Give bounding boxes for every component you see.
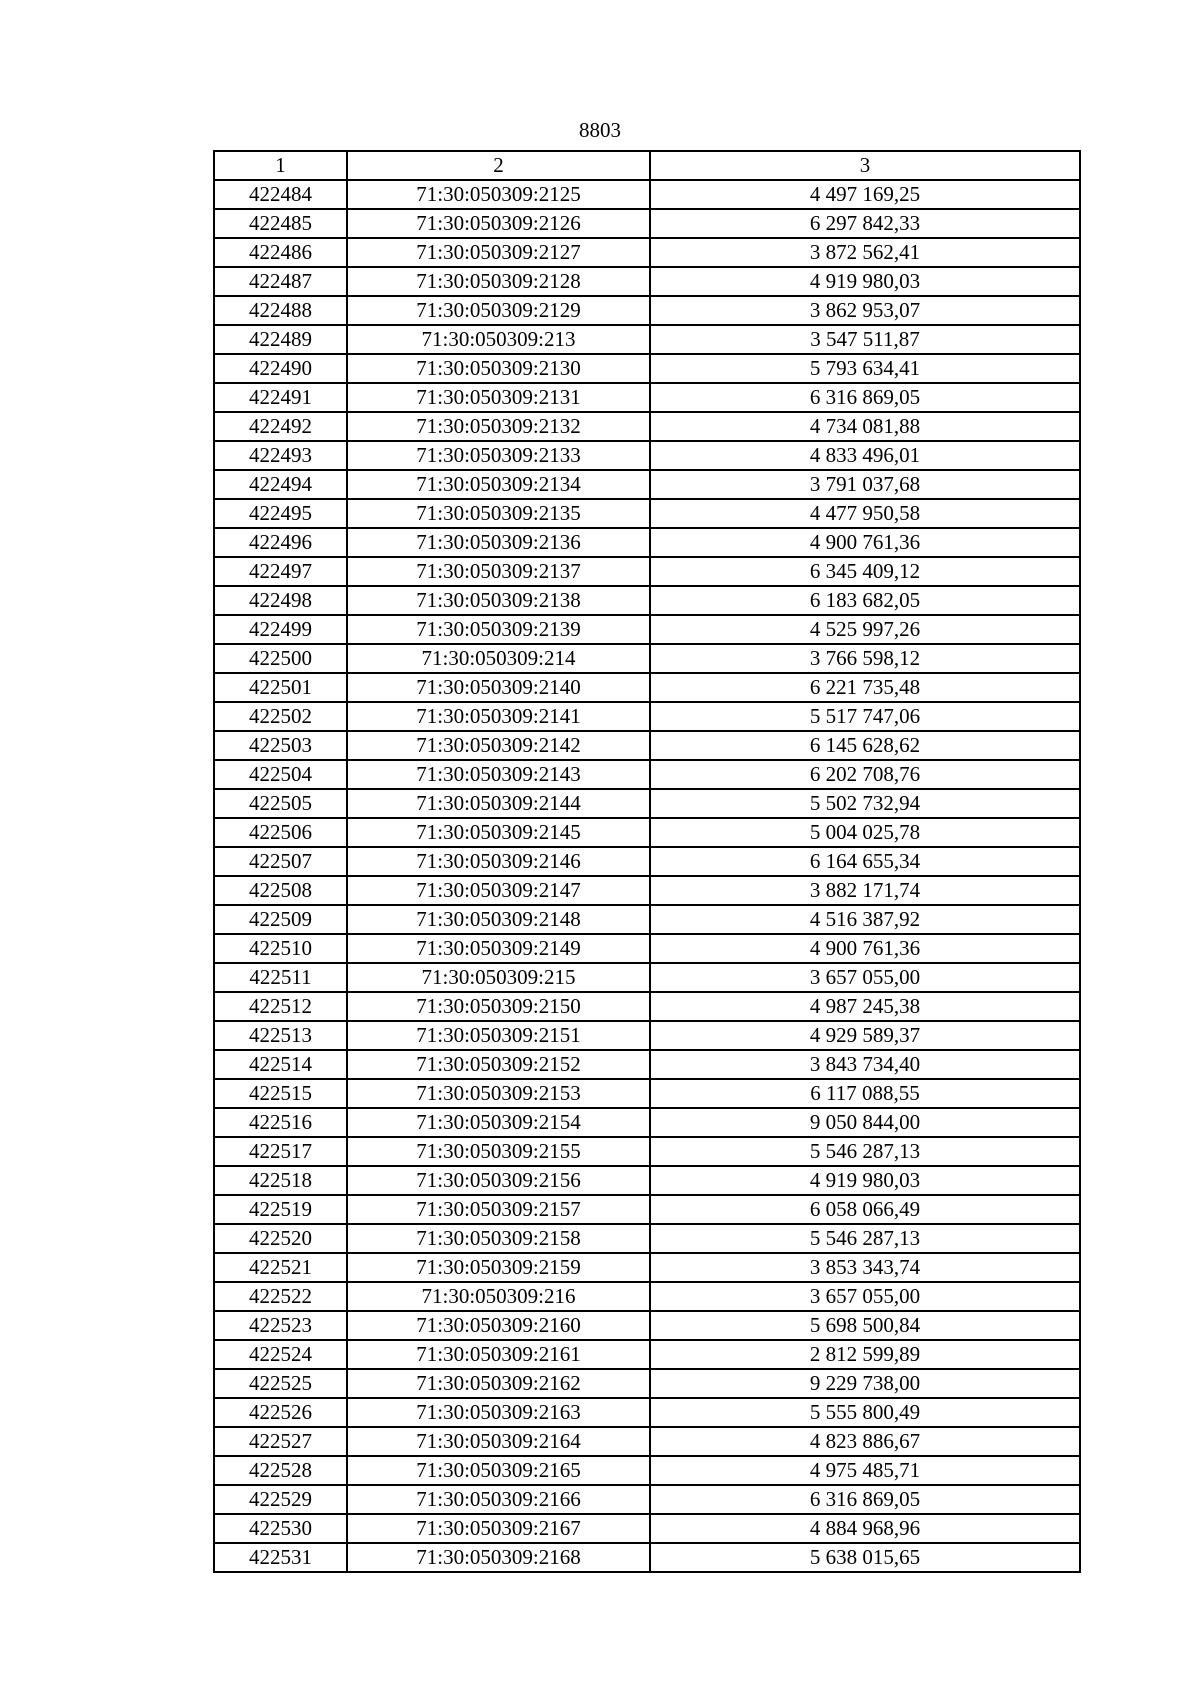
cadastral-number-cell: 71:30:050309:2128 [347,267,650,296]
cadastral-value-cell: 4 919 980,03 [650,267,1080,296]
cadastral-number-cell: 71:30:050309:2155 [347,1137,650,1166]
cadastral-value-cell: 4 987 245,38 [650,992,1080,1021]
row-number-cell: 422510 [214,934,347,963]
cadastral-value-cell: 5 638 015,65 [650,1543,1080,1572]
cadastral-number-cell: 71:30:050309:2127 [347,238,650,267]
cadastral-value-cell: 6 183 682,05 [650,586,1080,615]
cadastral-value-cell: 6 202 708,76 [650,760,1080,789]
cadastral-number-cell: 71:30:050309:2162 [347,1369,650,1398]
row-number-cell: 422505 [214,789,347,818]
table-row [214,760,1080,789]
cadastral-value-cell: 2 812 599,89 [650,1340,1080,1369]
table-row [214,1543,1080,1572]
cadastral-number-cell: 71:30:050309:2134 [347,470,650,499]
cadastral-number-cell: 71:30:050309:2163 [347,1398,650,1427]
cadastral-value-cell: 9 229 738,00 [650,1369,1080,1398]
table-row [214,325,1080,354]
cadastral-value-cell: 4 833 496,01 [650,441,1080,470]
table-row [214,557,1080,586]
table-row [214,702,1080,731]
cadastral-number-cell: 71:30:050309:2157 [347,1195,650,1224]
table-row [214,238,1080,267]
cadastral-value-cell: 4 900 761,36 [650,934,1080,963]
page-number: 8803 [579,118,621,142]
cadastral-number-cell: 71:30:050309:2125 [347,180,650,209]
cadastral-number-cell: 71:30:050309:2138 [347,586,650,615]
row-number-cell: 422521 [214,1253,347,1282]
cadastral-value-cell: 4 497 169,25 [650,180,1080,209]
table-row [214,1253,1080,1282]
table-row [214,1166,1080,1195]
table-row [214,383,1080,412]
row-number-cell: 422513 [214,1021,347,1050]
table-row [214,1137,1080,1166]
table-row [214,1485,1080,1514]
cadastral-number-cell: 71:30:050309:2137 [347,557,650,586]
cadastral-value-cell: 4 884 968,96 [650,1514,1080,1543]
row-number-cell: 422492 [214,412,347,441]
table-row [214,1311,1080,1340]
cadastral-number-cell: 71:30:050309:2139 [347,615,650,644]
row-number-cell: 422514 [214,1050,347,1079]
cadastral-number-cell: 71:30:050309:2150 [347,992,650,1021]
cadastral-value-cell: 4 477 950,58 [650,499,1080,528]
cadastral-value-cell: 6 164 655,34 [650,847,1080,876]
cadastral-value-table [213,150,1081,1573]
row-number-cell: 422527 [214,1427,347,1456]
cadastral-value-cell: 3 766 598,12 [650,644,1080,673]
cadastral-value-cell: 6 058 066,49 [650,1195,1080,1224]
cadastral-number-cell: 71:30:050309:2143 [347,760,650,789]
table-row [214,963,1080,992]
row-number-cell: 422520 [214,1224,347,1253]
cadastral-number-cell: 71:30:050309:2133 [347,441,650,470]
cadastral-value-cell: 5 698 500,84 [650,1311,1080,1340]
cadastral-number-cell: 71:30:050309:2158 [347,1224,650,1253]
cadastral-value-cell: 4 516 387,92 [650,905,1080,934]
cadastral-number-cell: 71:30:050309:2152 [347,1050,650,1079]
row-number-cell: 422491 [214,383,347,412]
cadastral-value-cell: 6 221 735,48 [650,673,1080,702]
cadastral-number-cell: 71:30:050309:2149 [347,934,650,963]
row-number-cell: 422518 [214,1166,347,1195]
cadastral-number-cell: 71:30:050309:2168 [347,1543,650,1572]
cadastral-number-cell: 71:30:050309:2164 [347,1427,650,1456]
cadastral-number-cell: 71:30:050309:2147 [347,876,650,905]
cadastral-value-cell: 6 316 869,05 [650,383,1080,412]
table-row [214,992,1080,1021]
cadastral-number-cell: 71:30:050309:215 [347,963,650,992]
row-number-cell: 422490 [214,354,347,383]
cadastral-number-cell: 71:30:050309:2156 [347,1166,650,1195]
row-number-cell: 422497 [214,557,347,586]
cadastral-number-cell: 71:30:050309:2131 [347,383,650,412]
cadastral-number-cell: 71:30:050309:2153 [347,1079,650,1108]
row-number-cell: 422496 [214,528,347,557]
column-header-1: 1 [214,151,347,180]
cadastral-number-cell: 71:30:050309:2145 [347,818,650,847]
cadastral-number-cell: 71:30:050309:2135 [347,499,650,528]
cadastral-value-cell: 3 791 037,68 [650,470,1080,499]
cadastral-number-cell: 71:30:050309:2130 [347,354,650,383]
table-row [214,1340,1080,1369]
table-row [214,412,1080,441]
cadastral-value-cell: 5 004 025,78 [650,818,1080,847]
cadastral-number-cell: 71:30:050309:214 [347,644,650,673]
cadastral-value-cell: 3 547 511,87 [650,325,1080,354]
row-number-cell: 422488 [214,296,347,325]
cadastral-value-cell: 4 975 485,71 [650,1456,1080,1485]
row-number-cell: 422500 [214,644,347,673]
row-number-cell: 422485 [214,209,347,238]
cadastral-value-cell: 4 525 997,26 [650,615,1080,644]
table-row [214,1369,1080,1398]
row-number-cell: 422498 [214,586,347,615]
table-row [214,1079,1080,1108]
row-number-cell: 422502 [214,702,347,731]
table-body [214,180,1080,1572]
cadastral-value-cell: 4 900 761,36 [650,528,1080,557]
column-header-2: 2 [347,151,650,180]
table-row [214,731,1080,760]
row-number-cell: 422531 [214,1543,347,1572]
cadastral-value-cell: 4 919 980,03 [650,1166,1080,1195]
table-row [214,1456,1080,1485]
cadastral-value-cell: 5 793 634,41 [650,354,1080,383]
table-row [214,847,1080,876]
table-row [214,586,1080,615]
table-row [214,1427,1080,1456]
cadastral-value-cell: 5 546 287,13 [650,1137,1080,1166]
cadastral-value-cell: 5 546 287,13 [650,1224,1080,1253]
cadastral-value-cell: 5 502 732,94 [650,789,1080,818]
cadastral-value-cell: 3 882 171,74 [650,876,1080,905]
table-row [214,789,1080,818]
cadastral-number-cell: 71:30:050309:2136 [347,528,650,557]
row-number-cell: 422486 [214,238,347,267]
cadastral-number-cell: 71:30:050309:2142 [347,731,650,760]
row-number-cell: 422529 [214,1485,347,1514]
cadastral-value-cell: 3 862 953,07 [650,296,1080,325]
row-number-cell: 422499 [214,615,347,644]
row-number-cell: 422515 [214,1079,347,1108]
row-number-cell: 422511 [214,963,347,992]
row-number-cell: 422530 [214,1514,347,1543]
cadastral-value-cell: 3 872 562,41 [650,238,1080,267]
row-number-cell: 422494 [214,470,347,499]
table-row [214,209,1080,238]
table-row [214,876,1080,905]
cadastral-number-cell: 71:30:050309:2159 [347,1253,650,1282]
table-row [214,1224,1080,1253]
cadastral-number-cell: 71:30:050309:2154 [347,1108,650,1137]
table-row [214,499,1080,528]
cadastral-value-cell: 3 853 343,74 [650,1253,1080,1282]
table-row [214,296,1080,325]
table-row [214,818,1080,847]
row-number-cell: 422484 [214,180,347,209]
table-row [214,267,1080,296]
cadastral-number-cell: 71:30:050309:2165 [347,1456,650,1485]
cadastral-value-cell: 3 657 055,00 [650,963,1080,992]
row-number-cell: 422516 [214,1108,347,1137]
table-row [214,470,1080,499]
table-row [214,1398,1080,1427]
row-number-cell: 422506 [214,818,347,847]
table-row [214,644,1080,673]
cadastral-number-cell: 71:30:050309:2148 [347,905,650,934]
table-row [214,1514,1080,1543]
cadastral-number-cell: 71:30:050309:2140 [347,673,650,702]
row-number-cell: 422519 [214,1195,347,1224]
table-row [214,1108,1080,1137]
row-number-cell: 422495 [214,499,347,528]
cadastral-number-cell: 71:30:050309:2129 [347,296,650,325]
row-number-cell: 422522 [214,1282,347,1311]
table-row [214,1021,1080,1050]
table-row [214,528,1080,557]
cadastral-value-cell: 6 117 088,55 [650,1079,1080,1108]
table-row [214,180,1080,209]
row-number-cell: 422504 [214,760,347,789]
row-number-cell: 422524 [214,1340,347,1369]
table-row [214,354,1080,383]
cadastral-number-cell: 71:30:050309:2161 [347,1340,650,1369]
table-row [214,441,1080,470]
cadastral-value-cell: 3 657 055,00 [650,1282,1080,1311]
row-number-cell: 422489 [214,325,347,354]
cadastral-number-cell: 71:30:050309:2126 [347,209,650,238]
cadastral-number-cell: 71:30:050309:2146 [347,847,650,876]
table-row [214,905,1080,934]
row-number-cell: 422526 [214,1398,347,1427]
cadastral-number-cell: 71:30:050309:2166 [347,1485,650,1514]
table-row [214,1282,1080,1311]
table-row [214,1050,1080,1079]
cadastral-number-cell: 71:30:050309:2141 [347,702,650,731]
cadastral-number-cell: 71:30:050309:2167 [347,1514,650,1543]
cadastral-value-cell: 6 316 869,05 [650,1485,1080,1514]
row-number-cell: 422512 [214,992,347,1021]
cadastral-value-cell: 4 929 589,37 [650,1021,1080,1050]
cadastral-number-cell: 71:30:050309:2132 [347,412,650,441]
cadastral-value-cell: 5 555 800,49 [650,1398,1080,1427]
row-number-cell: 422509 [214,905,347,934]
cadastral-value-cell: 5 517 747,06 [650,702,1080,731]
table-row [214,615,1080,644]
table-row [214,1195,1080,1224]
cadastral-value-cell: 6 345 409,12 [650,557,1080,586]
cadastral-value-cell: 6 297 842,33 [650,209,1080,238]
cadastral-number-cell: 71:30:050309:213 [347,325,650,354]
row-number-cell: 422528 [214,1456,347,1485]
row-number-cell: 422525 [214,1369,347,1398]
cadastral-number-cell: 71:30:050309:216 [347,1282,650,1311]
row-number-cell: 422487 [214,267,347,296]
row-number-cell: 422503 [214,731,347,760]
row-number-cell: 422523 [214,1311,347,1340]
row-number-cell: 422501 [214,673,347,702]
cadastral-value-cell: 6 145 628,62 [650,731,1080,760]
row-number-cell: 422508 [214,876,347,905]
cadastral-value-cell: 9 050 844,00 [650,1108,1080,1137]
column-header-3: 3 [650,151,1080,180]
row-number-cell: 422517 [214,1137,347,1166]
cadastral-value-cell: 4 823 886,67 [650,1427,1080,1456]
cadastral-value-cell: 4 734 081,88 [650,412,1080,441]
cadastral-number-cell: 71:30:050309:2144 [347,789,650,818]
row-number-cell: 422507 [214,847,347,876]
cadastral-number-cell: 71:30:050309:2151 [347,1021,650,1050]
cadastral-number-cell: 71:30:050309:2160 [347,1311,650,1340]
cadastral-value-cell: 3 843 734,40 [650,1050,1080,1079]
row-number-cell: 422493 [214,441,347,470]
table-header-row [214,151,1080,180]
table-row [214,673,1080,702]
table-row [214,934,1080,963]
